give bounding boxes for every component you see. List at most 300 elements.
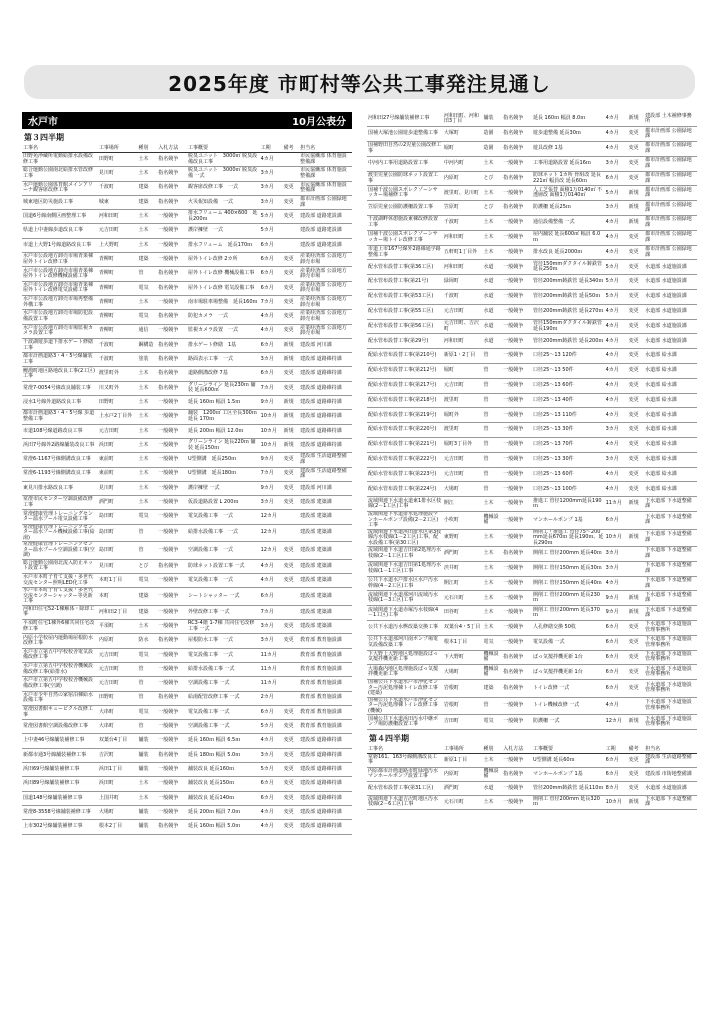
table-cell: 建設部 生活道路整備課 <box>644 753 697 767</box>
table-cell: 水道部 水道施設課 <box>644 304 697 319</box>
table-cell: 水戸市立第五中学校校舎電気設備改修工事 <box>22 648 98 662</box>
table-cell: 一般競争 <box>157 777 187 791</box>
table-cell: 変更 <box>283 310 300 324</box>
table-cell: 一般競争 <box>157 324 187 338</box>
table-cell: 変更 <box>628 665 645 680</box>
table-row <box>367 680 697 698</box>
table-row <box>22 820 352 834</box>
table-cell: 土木 <box>137 167 157 181</box>
table-cell: 変更 <box>283 324 300 338</box>
table-cell: 9カ月 <box>260 481 283 495</box>
table-cell <box>283 510 300 524</box>
table-cell: 管径200mm鋳鉄管 延長200ｍ <box>532 334 605 349</box>
table-row <box>367 467 697 482</box>
table-cell: 産業経済部 公設地方卸売市場 <box>299 295 352 309</box>
table-row <box>367 621 697 636</box>
table-cell: 口径25～13 60件 <box>532 378 605 393</box>
table-cell: 変更 <box>283 453 300 467</box>
table-cell: 変更 <box>628 482 645 497</box>
table-cell: 4カ月 <box>605 304 628 319</box>
table-row <box>22 310 352 324</box>
table-cell: 都市計画道路3・4・5号線 歩道整備工事 <box>22 410 98 424</box>
table-cell: 建築 <box>137 605 157 619</box>
table-cell: 変更 <box>283 210 300 224</box>
table-cell: 大場町 <box>443 482 483 497</box>
table-cell: 土木 <box>137 453 157 467</box>
table-row <box>22 734 352 748</box>
table-cell: 千波町 <box>98 338 138 352</box>
table-row <box>367 529 697 547</box>
table-cell: 水道 <box>482 260 502 275</box>
table-cell: 配水管布設替工事(第21号) <box>367 275 443 290</box>
table-cell: 12カ月 <box>260 524 283 542</box>
table-cell: 浜田1丁目 <box>98 763 138 777</box>
table-cell: 10カ月 <box>260 410 283 424</box>
table-row <box>367 216 697 231</box>
works-table <box>367 745 697 810</box>
table-cell: 水道 <box>482 334 502 349</box>
table-cell: 新規 <box>628 715 645 730</box>
table-cell: U型側溝 延長180ｍ <box>187 467 260 481</box>
table-cell: 土木 <box>137 367 157 381</box>
table-cell: 公共下水道汚水桝改築交換工事 <box>367 621 443 636</box>
column-header: 担当名 <box>644 745 697 754</box>
table-cell: 6カ月 <box>260 238 283 252</box>
table-cell: トイレ機械改修 一式 <box>532 697 605 715</box>
table-cell: 指名競争 <box>502 201 532 216</box>
table-cell: 護岸擁壁 一式 <box>187 481 260 495</box>
table-cell: 土木 <box>482 753 502 767</box>
table-cell: 建設部 道路維持課 <box>299 424 352 438</box>
table-cell: 国補千波公園スポレクゾーンサッカー場補修工事 <box>367 186 443 201</box>
table-cell: 2カ月 <box>260 691 283 705</box>
table-cell: 中河内町 <box>443 156 483 171</box>
table-cell: 指名競争 <box>157 634 187 648</box>
table-row <box>22 524 352 542</box>
table-cell: 管径200mm鋳鉄管 延長340ｍ <box>532 275 605 290</box>
table-cell: 一般競争 <box>157 663 187 677</box>
table-cell <box>283 224 300 238</box>
table-cell: 開江町 <box>443 576 483 591</box>
table-header <box>367 745 697 754</box>
table-cell: 延長 160ｍ 幅員 5.0ｍ <box>187 820 260 834</box>
table-cell: 配水管布設替工事(第53工区) <box>367 290 443 305</box>
table-cell: 市道上大野1号線道路改良工事 <box>22 238 98 252</box>
table-cell: 配給水管布設替工事(第218号) <box>367 393 443 408</box>
table-cell: 10カ月 <box>260 424 283 438</box>
table-cell: マンホールポンプ 1基 <box>532 767 605 781</box>
table-cell: 9カ月 <box>605 591 628 606</box>
table-cell: 水道部 給水課 <box>644 393 697 408</box>
table-cell <box>628 512 645 530</box>
table-cell: 笠原児童公園防護柵設置工事 <box>367 201 443 216</box>
table-cell: 指名競争 <box>157 181 187 195</box>
table-cell: 東前町 <box>98 467 138 481</box>
table-cell: 流域関連下水道吉田第1処理汚水枝線(1－1工区)工事 <box>367 561 443 576</box>
column-header: 備考 <box>283 144 300 153</box>
table-cell: 土木 <box>482 621 502 636</box>
table-cell: 管 <box>137 524 157 542</box>
table-cell: 元吉田町 <box>98 224 138 238</box>
table-cell: 建設部 道路維持課 <box>299 791 352 805</box>
table-cell: 監視カメラ設置 一式 <box>187 324 260 338</box>
table-cell <box>628 576 645 591</box>
table-cell: 教育部 教育施設課 <box>299 648 352 662</box>
table-cell: 給排水設備工事 一式 <box>187 524 260 542</box>
table-cell: 一般競争 <box>157 574 187 588</box>
table-cell: 変更 <box>283 481 300 495</box>
table-cell: 6カ月 <box>260 253 283 267</box>
table-cell: 電気 <box>137 705 157 719</box>
table-cell: 口径25～13 50件 <box>532 364 605 379</box>
table-cell: 土木 <box>137 496 157 510</box>
table-cell: 都市計画部 公園緑地課 <box>644 230 697 245</box>
table-cell: 教育部 教育施設課 <box>299 663 352 677</box>
table-header <box>22 144 352 153</box>
table-cell: 指名競争 <box>157 691 187 705</box>
table-row <box>367 156 697 171</box>
table-cell: 千波湖畔休憩施設東棟改修設置工事 <box>367 216 443 231</box>
table-cell: 建築 <box>137 181 157 195</box>
table-cell: 建設部 道路維持課 <box>299 438 352 452</box>
table-cell: 水道部 給水課 <box>644 452 697 467</box>
table-cell: 一般競争 <box>502 378 532 393</box>
table-cell: 河和田町 <box>443 260 483 275</box>
table-cell: 4カ月 <box>605 245 628 260</box>
table-cell: 常澄健康管理トレーニングセンター温水プール電気設備工事 <box>22 510 98 524</box>
table-cell: 一般競争 <box>157 467 187 481</box>
table-row <box>367 186 697 201</box>
table-cell: 管 <box>137 542 157 560</box>
table-row <box>367 201 697 216</box>
table-cell: 田谷町 <box>443 606 483 621</box>
table-cell: 岩根町 <box>443 697 483 715</box>
table-row <box>367 423 697 438</box>
table-cell: 変更 <box>628 319 645 334</box>
city-name: 水戸市 <box>28 117 58 128</box>
table-cell: 水道部 給水課 <box>644 349 697 364</box>
table-cell: 土木 <box>137 410 157 424</box>
table-cell: 機械設備 <box>482 767 502 781</box>
table-cell: 河和田27号線舗装補修工事 <box>367 112 443 127</box>
table-cell: 土木 <box>137 224 157 238</box>
table-cell: 田野町 <box>98 691 138 705</box>
table-cell: 一般競争 <box>157 705 187 719</box>
table-row <box>22 805 352 819</box>
table-cell: 変更 <box>628 767 645 781</box>
table-cell: 変更 <box>628 142 645 157</box>
table-cell: 3カ月 <box>605 561 628 576</box>
table-cell: 11カ月 <box>260 677 283 691</box>
table-cell: 市民協働部 体育施設整備課 <box>299 181 352 195</box>
table-cell: 新原1丁目 <box>443 753 483 767</box>
page-title-bar <box>24 65 695 99</box>
table-cell: 鯉淵町地区路地改良工事(2工区)工事 <box>22 367 98 381</box>
table-cell: 土木 <box>137 210 157 224</box>
table-row <box>22 281 352 295</box>
table-cell: 元石川町 <box>443 591 483 606</box>
table-row <box>367 753 697 767</box>
table-row <box>22 510 352 524</box>
table-cell: 6カ月 <box>605 767 628 781</box>
table-cell: 東見川排水路改良工事 <box>22 481 98 495</box>
table-row <box>367 547 697 562</box>
table-cell: 人孔修繕交換 50枚 <box>532 621 605 636</box>
table-cell: 大塚町 <box>443 127 483 142</box>
table-cell: 管 <box>482 378 502 393</box>
table-cell: 舗装 <box>137 763 157 777</box>
table-cell: 教育部 教育施設課 <box>299 705 352 719</box>
table-cell: 9カ月 <box>260 396 283 410</box>
table-cell: 配給水管布設替工事(第224号) <box>367 482 443 497</box>
table-cell: 土木 <box>137 381 157 395</box>
table-cell: 都市計画部 公園緑地課 <box>644 127 697 142</box>
column-header: 工期 <box>605 745 628 754</box>
table-cell: 渡里町外 <box>98 367 138 381</box>
table-cell: 口径25～13 30件 <box>532 452 605 467</box>
table-cell: 舗装改良 延長140ｍ <box>187 791 260 805</box>
table-cell: 外壁改修工事 一式 <box>187 605 260 619</box>
table-cell: 10カ月 <box>605 529 628 547</box>
table-cell: 田野町 <box>98 396 138 410</box>
announce-label: 10月公表分 <box>292 117 346 128</box>
table-cell: 元吉田町 <box>443 304 483 319</box>
table-cell: 管 <box>137 677 157 691</box>
table-cell: 渡里町 <box>443 423 483 438</box>
table-cell: 6カ月 <box>260 705 283 719</box>
table-row <box>22 748 352 762</box>
table-cell: 変更 <box>283 496 300 510</box>
table-cell: 指名競争 <box>502 665 532 680</box>
table-cell: U型側溝 延長250ｍ <box>187 453 260 467</box>
table-cell: 新規 <box>628 112 645 127</box>
table-cell: 一般競争 <box>502 795 532 809</box>
table-cell: 建築 <box>137 588 157 606</box>
table-cell: 4カ月 <box>605 319 628 334</box>
table-cell: 流域関連下水道吉沢町地区汚水枝線(2－6工区)工事 <box>367 795 443 809</box>
table-cell: 工事用道路設置 延長16ｍ <box>532 156 605 171</box>
table-cell: 建設部 道路維持課 <box>299 805 352 819</box>
table-cell: 河和田町 <box>98 210 138 224</box>
table-cell: 3カ月 <box>605 547 628 562</box>
table-cell: 流域関連下水道浜田排水区第3枝線汚水枝線(1－2工区)工事、配水設備工事(第30工区) <box>368 529 442 546</box>
column-header: 工事場所 <box>443 745 483 754</box>
table-cell: 一般競争 <box>502 364 532 379</box>
table-cell: グリーンライン 延長220ｍ 舗装 延長150ｍ <box>187 438 260 452</box>
table-cell: 一般競争 <box>502 781 532 795</box>
table-row <box>22 481 352 495</box>
table-row <box>367 127 697 142</box>
table-cell: 元吉田町 <box>443 452 483 467</box>
column-header: 工期 <box>260 144 283 153</box>
table-row <box>22 424 352 438</box>
table-cell: 河和田町、河和田3丁目 <box>443 112 483 127</box>
table-cell: 総合運動公園南北給排水管改修工事 <box>22 167 98 181</box>
table-cell: 緑岡町 <box>443 275 483 290</box>
table-cell: 給排水設備工事 一式 <box>187 663 260 677</box>
table-cell: 変更 <box>628 230 645 245</box>
table-cell: 指名競争 <box>502 547 532 562</box>
table-cell: 3カ月 <box>605 423 628 438</box>
table-cell: 4カ月 <box>605 349 628 364</box>
table-cell: 延長 160ｍ 幅員 6.5ｍ <box>187 734 260 748</box>
table-cell: 指名競争 <box>157 748 187 762</box>
table-cell: 指名競争 <box>502 680 532 698</box>
table-cell: 下大野町 <box>443 650 483 665</box>
table-cell: 管 <box>482 452 502 467</box>
column-header: 種別 <box>482 745 502 754</box>
table-cell: 一般競争 <box>157 438 187 452</box>
table-cell: とび <box>137 559 157 573</box>
table-cell: 変更 <box>628 393 645 408</box>
table-row <box>22 496 352 510</box>
table-cell: 建設部 道路建設課 <box>299 224 352 238</box>
table-cell: 水道部 水道施設課 <box>644 334 697 349</box>
table-cell: 変更 <box>628 364 645 379</box>
table-cell: 建設部 建築課 <box>299 574 352 588</box>
table-row <box>22 438 352 452</box>
table-cell: 土木 <box>482 245 502 260</box>
table-cell: 10カ月 <box>260 438 283 452</box>
table-cell: 一般競争 <box>157 410 187 424</box>
table-cell: 脱臭ユニット 3000㎥ 脱臭設備 一式 <box>187 167 260 181</box>
table-cell: マンホールポンプ 1基 <box>532 512 605 530</box>
table-cell: 建設部 建築課 <box>299 524 352 542</box>
table-cell: グリーンライン 延長230ｍ 舗装 延長600㎡ <box>187 381 260 395</box>
table-cell: 一般競争 <box>157 210 187 224</box>
table-cell: 堀町外 <box>443 408 483 423</box>
table-cell: 都市計画部 公園緑地課 <box>644 245 697 260</box>
table-cell <box>628 547 645 562</box>
table-cell: 建設部 道路建設課 <box>299 210 352 224</box>
table-cell: 国道148号線舗装補修工事 <box>22 791 98 805</box>
table-cell <box>283 524 300 542</box>
table-row <box>367 290 697 305</box>
table-cell: 下水道部 下水道施設管理事務所 <box>644 650 697 665</box>
table-cell: 東前町 <box>98 453 138 467</box>
table-cell: 新規 <box>628 497 645 512</box>
table-cell: 開削工・推進工 管径75～200mm延長670ｍ 延長190ｍ、延長290ｍ <box>532 529 604 546</box>
table-cell: 一般競争 <box>502 275 532 290</box>
table-cell: 土木 <box>137 467 157 481</box>
table-row <box>22 705 352 719</box>
table-row <box>22 777 352 791</box>
table-cell: 一般競争 <box>502 635 532 650</box>
table-cell: 下水道部 下水道整備課 <box>644 512 697 530</box>
table-cell: 6カ月 <box>260 588 283 606</box>
table-cell: 防球ネット 1カ所 骨組改 延長221㎡ 幅員改 延長60ｍ <box>532 171 605 186</box>
table-cell <box>283 167 300 181</box>
table-cell: 千波町 <box>98 181 138 195</box>
table-cell: 常澄健康管理トレーニングセンター温水プール機械設備工事(給湯) <box>22 524 98 542</box>
table-cell: 通信 <box>137 324 157 338</box>
table-cell: 土木 <box>482 186 502 201</box>
table-row <box>22 574 352 588</box>
table-cell: 渡里町 <box>443 393 483 408</box>
table-cell: 河和田町 <box>443 230 483 245</box>
table-cell: 管径150mmダクタイル鋳鉄管 延長250ｍ <box>532 260 605 275</box>
table-cell: 常磐161、163号線側溝改良工事 <box>367 753 443 767</box>
table-cell: 常澄図書館キュービクル改修工事 <box>22 705 98 719</box>
table-cell: 配水管布設替工事(第36工区) <box>367 260 443 275</box>
table-cell: 一般競争 <box>157 734 187 748</box>
table-cell: 4カ月 <box>260 574 283 588</box>
works-table <box>22 144 352 835</box>
table-row <box>367 334 697 349</box>
table-cell: 5カ月 <box>260 224 283 238</box>
table-cell: 下水道部 下水道整備課 <box>644 591 697 606</box>
table-cell: 土木 <box>137 791 157 805</box>
table-cell: 一般競争 <box>157 763 187 777</box>
table-cell: 変更 <box>628 452 645 467</box>
table-cell: 元吉田町 <box>443 467 483 482</box>
table-cell: 新規 <box>628 591 645 606</box>
table-cell: 変更 <box>283 295 300 309</box>
table-cell: 機械設備 <box>482 512 502 530</box>
table-cell: 水道部 水道施設課 <box>644 290 697 305</box>
table-cell: 6カ月 <box>605 680 628 698</box>
table-cell: 一般競争 <box>157 396 187 410</box>
table-cell: 一般競争 <box>502 482 532 497</box>
table-cell: 建設部 道路維持課 <box>299 820 352 834</box>
table-cell: 上大野町 <box>98 238 138 252</box>
table-cell: 流域関連下水道水道東1排水区枝線(2－1工区)工事 <box>367 497 443 512</box>
table-cell: 青柳町 <box>98 324 138 338</box>
table-cell: 4カ月 <box>605 576 628 591</box>
table-cell: 下水道部 下水道整備課 <box>644 561 697 576</box>
table-cell: 5カ月 <box>605 260 628 275</box>
table-cell: 内原町 <box>98 634 138 648</box>
table-cell: 大串町 <box>98 705 138 719</box>
table-row <box>367 319 697 334</box>
table-cell: 一般競争 <box>157 791 187 805</box>
table-row <box>22 648 352 662</box>
table-cell: 指名競争 <box>157 267 187 281</box>
table-cell: 建設部 道路維持課 <box>299 396 352 410</box>
table-cell: 市道108号線道路改良工事 <box>22 424 98 438</box>
table-cell: 一般競争 <box>157 238 187 252</box>
table-cell: 流域関連下水道排水処理施設マンホールポンプ設備(2－2工区)工事 <box>367 512 443 530</box>
table-row <box>22 791 352 805</box>
table-cell: 口径25～13 70件 <box>532 438 605 453</box>
table-row <box>22 167 352 181</box>
table-cell: 内原町 <box>443 171 483 186</box>
table-cell: 都市計画部 公園緑地課 <box>644 142 697 157</box>
column-header: 工事名 <box>367 745 443 754</box>
table-cell: 国道6号線南側区画整理工事 <box>22 210 98 224</box>
table-cell: 変更 <box>283 634 300 648</box>
table-cell: 道路側溝改修 7基 <box>187 367 260 381</box>
table-cell: 土木 <box>482 591 502 606</box>
table-cell: 管径200mm鋳鉄管 延長110ｍ <box>532 781 605 795</box>
table-cell: 3カ月 <box>260 496 283 510</box>
table-cell: 変更 <box>283 195 300 209</box>
table-cell: 管 <box>482 697 502 715</box>
table-cell <box>283 588 300 606</box>
table-cell: 一般競争 <box>502 452 532 467</box>
table-cell: 電気設備 一式 <box>532 635 605 650</box>
table-cell: 開削工 管径150mm 延長40ｍ <box>532 576 605 591</box>
table-row <box>367 482 697 497</box>
table-cell: 元吉田町 <box>98 424 138 438</box>
table-cell: 変更 <box>628 378 645 393</box>
table-cell: 屋外トイレ改修 電気設備工事 <box>187 281 260 295</box>
table-cell: 変更 <box>283 574 300 588</box>
table-cell: 青柳町 <box>98 281 138 295</box>
table-cell: 指名競争 <box>157 153 187 167</box>
table-cell: 水道部 給水課 <box>644 438 697 453</box>
table-cell: 市民協働部 体育施設整備課 <box>299 167 352 181</box>
